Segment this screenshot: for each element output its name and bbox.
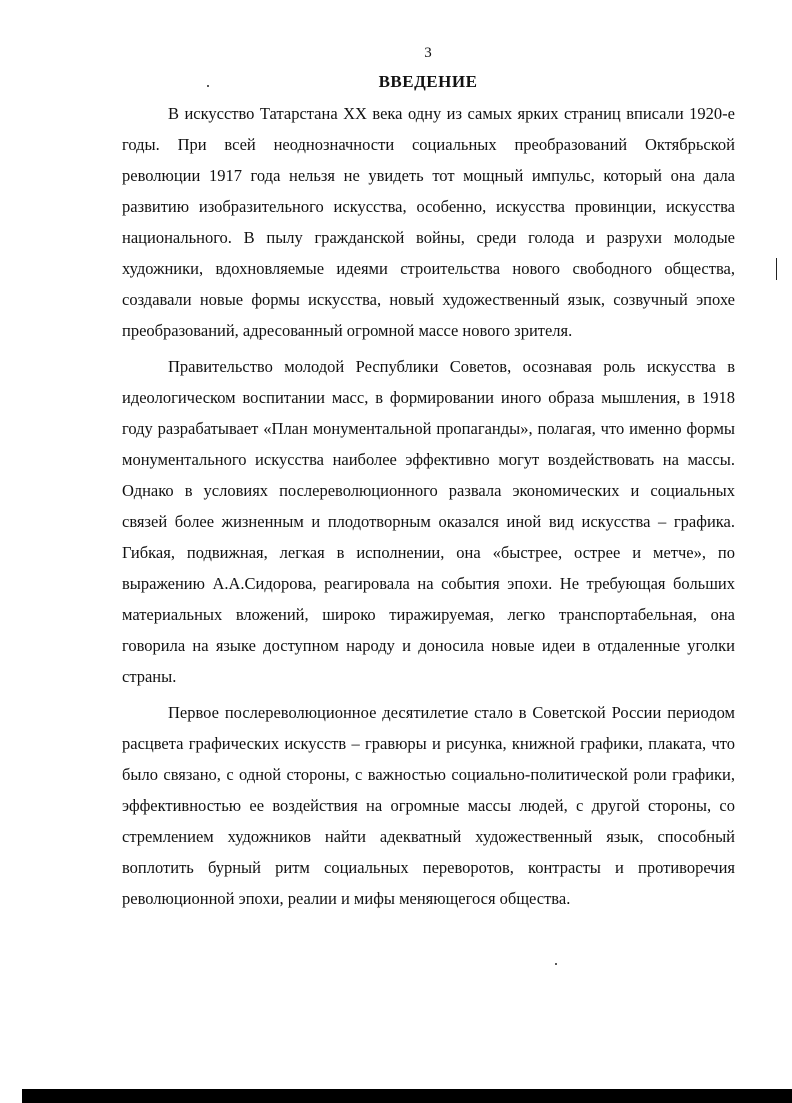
paragraph-3: Первое послереволюционное десятилетие стало в Советской России периодом расцвета графических искусств – гравюры и рисунка, книжной графики, плаката, что было связано, с одной стороны, с важностью социально-политической роли графики, эффективностью ее воздействия на огромные массы людей, с другой стороны, со стремлением художников найти адекватный художественный язык, способный воплотить бурный ритм социальных переворотов, контрасты и противоречия революционной эпохи, реалии и мифы меняющегося общества. <box>122 703 735 908</box>
body-text <box>122 98 735 914</box>
scan-mark <box>776 258 777 280</box>
scan-mark <box>207 85 209 87</box>
page-number: 3 <box>424 45 432 61</box>
page-title: ВВЕДЕНИЕ <box>378 72 478 91</box>
scan-mark <box>555 963 557 965</box>
paragraph-1: В искусство Татарстана XX века одну из самых ярких страниц вписали 1920-е годы. При всей неоднозначности социальных преобразований Октябрьской революции 1917 года нельзя не увидеть тот мощный импульс, который она дала развитию изобразительного искусства, особенно, искусства провинции, искусства национального. В пылу гражданской войны, среди голода и разрухи молодые художники, вдохновляемые идеями строительства нового свободного общества, создавали новые формы искусства, новый художественный язык, созвучный эпохе преобразований, адресованный огромной массе нового зрителя. <box>122 104 735 340</box>
scan-edge-bar <box>22 1089 792 1103</box>
paragraph-2: Правительство молодой Республики Советов, осознавая роль искусства в идеологическом воспитании масс, в формировании иного образа мышления, в 1918 году разрабатывает «План монументальной пропаганды», полагая, что именно формы монументального искусства наиболее эффективно могут воздействовать на массы. Однако в условиях послереволюционного развала экономических и социальных связей более жизненным и плодотворным оказался иной вид искусства – графика. Гибкая, подвижная, легкая в исполнении, она «быстрее, острее и метче», по выражению А.А.Сидорова, реагировала на события эпохи. Не требующая больших материальных вложений, широко тиражируемая, легко транспортабельная, она говорила на языке доступном народу и доносила новые идеи в отдаленные уголки страны. <box>122 357 735 686</box>
